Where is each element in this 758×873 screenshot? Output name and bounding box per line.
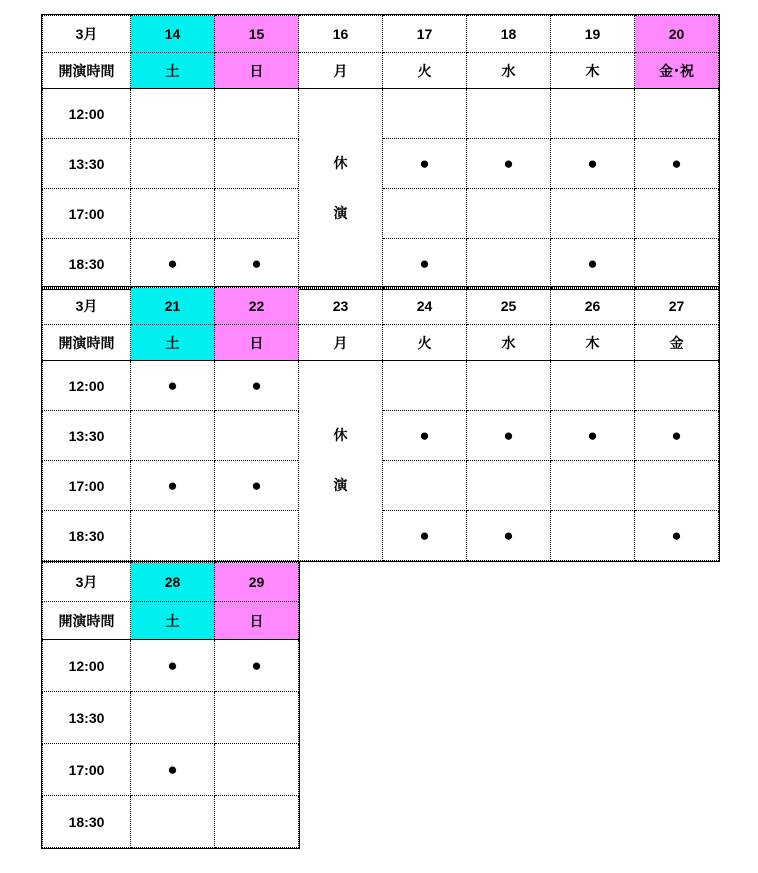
- performance-cell: [131, 89, 215, 139]
- date-cell: 23: [299, 288, 383, 325]
- performance-cell: [383, 461, 467, 511]
- performance-cell: [467, 511, 551, 561]
- performance-dot-icon: ●: [587, 254, 598, 273]
- performance-cell: [131, 139, 215, 189]
- weekday-cell: 木: [551, 53, 635, 89]
- performance-cell: [383, 189, 467, 239]
- date-cell: 21: [131, 288, 215, 325]
- time-slot-row: [43, 796, 299, 848]
- weekday-cell: 木: [551, 325, 635, 361]
- performance-cell: [215, 511, 299, 561]
- performance-cell: [551, 89, 635, 139]
- performance-cell: [467, 361, 551, 411]
- time-label: 12:00: [43, 89, 131, 139]
- week-table-1: [42, 15, 719, 289]
- performance-dot-icon: ●: [167, 476, 178, 495]
- performance-cell: [383, 411, 467, 461]
- weekday-cell: 月: [299, 325, 383, 361]
- closed-label-2: 演: [333, 205, 348, 221]
- performance-cell: [635, 89, 719, 139]
- time-slot-row: [43, 640, 299, 692]
- performance-cell: [467, 189, 551, 239]
- performance-cell: [215, 461, 299, 511]
- weekday-header-row: [43, 53, 719, 89]
- time-header-label: 開演時間: [43, 325, 131, 361]
- performance-cell: [551, 239, 635, 289]
- time-header-label: 開演時間: [43, 602, 131, 640]
- weekday-header-row: [43, 325, 719, 361]
- time-label: 18:30: [43, 239, 131, 289]
- performance-cell: [551, 361, 635, 411]
- weekday-cell: 水: [467, 53, 551, 89]
- date-cell: 15: [215, 16, 299, 53]
- date-cell: 26: [551, 288, 635, 325]
- date-cell: 16: [299, 16, 383, 53]
- performance-dot-icon: ●: [251, 376, 262, 395]
- time-label: 12:00: [43, 361, 131, 411]
- performance-cell: [131, 640, 215, 692]
- weekday-cell: 金･祝: [635, 53, 719, 89]
- performance-dot-icon: ●: [419, 526, 430, 545]
- closed-label-1: 休: [333, 427, 348, 443]
- performance-dot-icon: ●: [671, 154, 682, 173]
- performance-cell: [467, 89, 551, 139]
- date-cell: 18: [467, 16, 551, 53]
- weekday-cell: 金: [635, 325, 719, 361]
- date-cell: 22: [215, 288, 299, 325]
- closed-label-2: 演: [333, 477, 348, 493]
- performance-cell: [131, 461, 215, 511]
- performance-cell: [215, 361, 299, 411]
- performance-cell: [131, 692, 215, 744]
- performance-cell: [551, 189, 635, 239]
- week-table-2: [42, 287, 719, 561]
- performance-cell: [131, 511, 215, 561]
- performance-cell: [215, 89, 299, 139]
- performance-cell: [551, 139, 635, 189]
- performance-dot-icon: ●: [167, 656, 178, 675]
- performance-dot-icon: ●: [419, 254, 430, 273]
- performance-cell: [215, 796, 299, 848]
- time-slot-row: [43, 744, 299, 796]
- week-table-3: [42, 562, 299, 848]
- performance-cell: [215, 692, 299, 744]
- performance-dot-icon: ●: [671, 526, 682, 545]
- weekday-cell: 土: [131, 53, 215, 89]
- performance-cell: [131, 744, 215, 796]
- month-label: 3月: [43, 563, 131, 602]
- performance-cell: [383, 89, 467, 139]
- time-label: 13:30: [43, 139, 131, 189]
- time-label: 17:00: [43, 189, 131, 239]
- performance-cell: [467, 139, 551, 189]
- performance-dot-icon: ●: [251, 656, 262, 675]
- performance-dot-icon: ●: [671, 426, 682, 445]
- performance-cell: [131, 411, 215, 461]
- performance-dot-icon: ●: [167, 376, 178, 395]
- performance-dot-icon: ●: [419, 154, 430, 173]
- time-label: 13:30: [43, 411, 131, 461]
- time-slot-row: [43, 89, 719, 139]
- performance-dot-icon: ●: [503, 426, 514, 445]
- weekday-cell: 土: [131, 602, 215, 640]
- weekday-cell: 火: [383, 53, 467, 89]
- performance-cell: [131, 189, 215, 239]
- performance-cell: [635, 361, 719, 411]
- performance-dot-icon: ●: [419, 426, 430, 445]
- performance-cell: [215, 744, 299, 796]
- performance-cell: [467, 411, 551, 461]
- time-slot-row: [43, 361, 719, 411]
- performance-cell: [551, 411, 635, 461]
- performance-dot-icon: ●: [587, 426, 598, 445]
- time-header-label: 開演時間: [43, 53, 131, 89]
- month-label: 3月: [43, 16, 131, 53]
- weekday-cell: 火: [383, 325, 467, 361]
- performance-cell: [215, 189, 299, 239]
- performance-cell: [467, 239, 551, 289]
- date-header-row: [43, 288, 719, 325]
- performance-cell: [635, 139, 719, 189]
- weekday-cell: 日: [215, 53, 299, 89]
- closed-label-1: 休: [333, 155, 348, 171]
- time-label: 17:00: [43, 461, 131, 511]
- weekday-cell: 土: [131, 325, 215, 361]
- time-slot-row: [43, 692, 299, 744]
- performance-cell: [635, 411, 719, 461]
- date-cell: 28: [131, 563, 215, 602]
- performance-dot-icon: ●: [503, 526, 514, 545]
- performance-dot-icon: ●: [251, 254, 262, 273]
- performance-cell: [635, 239, 719, 289]
- weekday-cell: 水: [467, 325, 551, 361]
- performance-dot-icon: ●: [503, 154, 514, 173]
- date-cell: 20: [635, 16, 719, 53]
- closed-day-cell: [299, 89, 383, 289]
- date-cell: 24: [383, 288, 467, 325]
- performance-cell: [215, 411, 299, 461]
- closed-day-cell: [299, 361, 383, 561]
- date-cell: 17: [383, 16, 467, 53]
- date-cell: 14: [131, 16, 215, 53]
- performance-cell: [383, 239, 467, 289]
- date-cell: 27: [635, 288, 719, 325]
- performance-cell: [467, 461, 551, 511]
- weekday-cell: 日: [215, 602, 299, 640]
- weekday-header-row: [43, 602, 299, 640]
- month-label: 3月: [43, 288, 131, 325]
- time-label: 17:00: [43, 744, 131, 796]
- date-header-row: [43, 563, 299, 602]
- time-label: 13:30: [43, 692, 131, 744]
- performance-dot-icon: ●: [167, 760, 178, 779]
- time-label: 18:30: [43, 511, 131, 561]
- performance-cell: [383, 511, 467, 561]
- performance-cell: [131, 239, 215, 289]
- performance-cell: [215, 239, 299, 289]
- performance-cell: [383, 361, 467, 411]
- weekday-cell: 日: [215, 325, 299, 361]
- performance-cell: [551, 461, 635, 511]
- time-label: 12:00: [43, 640, 131, 692]
- performance-cell: [215, 139, 299, 189]
- performance-dot-icon: ●: [251, 476, 262, 495]
- time-label: 18:30: [43, 796, 131, 848]
- date-cell: 25: [467, 288, 551, 325]
- performance-cell: [383, 139, 467, 189]
- performance-cell: [215, 640, 299, 692]
- performance-cell: [131, 361, 215, 411]
- performance-dot-icon: ●: [167, 254, 178, 273]
- performance-dot-icon: ●: [587, 154, 598, 173]
- performance-cell: [131, 796, 215, 848]
- date-header-row: [43, 16, 719, 53]
- performance-cell: [635, 189, 719, 239]
- performance-cell: [551, 511, 635, 561]
- weekday-cell: 月: [299, 53, 383, 89]
- date-cell: 19: [551, 16, 635, 53]
- date-cell: 29: [215, 563, 299, 602]
- performance-cell: [635, 511, 719, 561]
- performance-cell: [635, 461, 719, 511]
